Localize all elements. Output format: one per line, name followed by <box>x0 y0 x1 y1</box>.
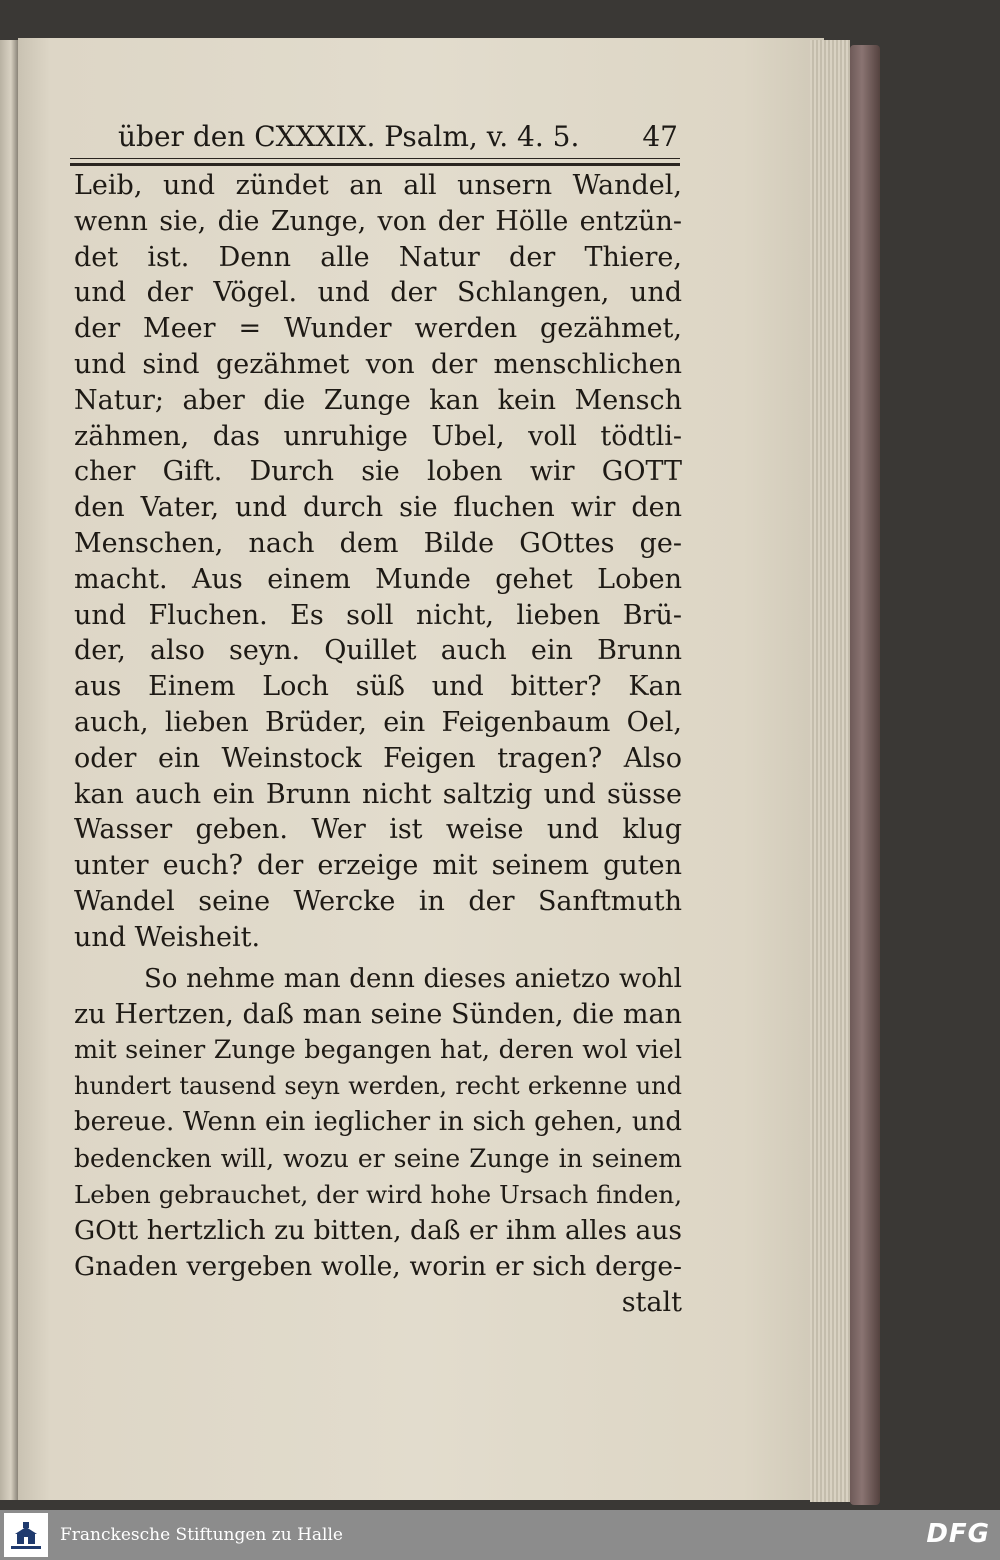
text-line: bereue. Wenn ein ieglicher in sich gehen, und <box>74 1107 682 1138</box>
institution-name: Franckesche Stiftungen zu Halle <box>60 1525 343 1545</box>
text-line: wenn sie, die Zunge, von der Hölle entzün- <box>74 205 682 237</box>
text-line: Natur; aber die Zunge kan kein Mensch <box>74 384 682 416</box>
text-line: kan auch ein Brunn nicht saltzig und süsse <box>74 778 682 810</box>
text-line: Wandel seine Wercke in der Sanftmuth <box>74 885 682 917</box>
text-line: aus Einem Loch süß und bitter? Kan <box>74 671 682 703</box>
text-line: Wasser geben. Wer ist weise und klug <box>74 814 682 846</box>
text-line: Gnaden vergeben wolle, worin er sich derge- <box>74 1250 682 1282</box>
franckesche-stiftungen-logo <box>4 1513 48 1557</box>
paragraph-1 <box>74 168 682 956</box>
text-line: und Fluchen. Es soll nicht, lieben Brü- <box>74 599 682 631</box>
text-line: der, also seyn. Quillet auch ein Brunn <box>74 635 682 667</box>
text-line: Leben gebrauchet, der wird hohe Ursach finden, <box>74 1179 682 1209</box>
footer-bar <box>0 1510 1000 1560</box>
text-line: Menschen, nach dem Bilde GOttes ge- <box>74 527 682 559</box>
text-line: den Vater, und durch sie fluchen wir den <box>74 492 682 524</box>
orphanage-building-icon <box>9 1520 43 1550</box>
page-number: 47 <box>642 120 678 153</box>
page-body <box>74 168 682 1320</box>
text-line: mit seiner Zunge begangen hat, deren wol viel <box>74 1035 682 1066</box>
text-line: bedencken will, wozu er seine Zunge in seinem <box>74 1143 682 1173</box>
catchword: stalt <box>621 1286 682 1318</box>
text-line: und Weisheit. <box>74 921 261 953</box>
paragraph-2 <box>74 962 682 1321</box>
text-line: und sind gezähmet von der menschlichen <box>74 348 682 380</box>
text-line: oder ein Weinstock Feigen tragen? Also <box>74 742 682 774</box>
text-line: unter euch? der erzeige mit seinem guten <box>74 850 682 882</box>
text-line: hundert tausend seyn werden, recht erkenne und <box>74 1072 682 1101</box>
book-cover-edge <box>850 45 880 1505</box>
text-line: und der Vögel. und der Schlangen, und <box>74 277 682 309</box>
text-line: det ist. Denn alle Natur der Thiere, <box>74 241 682 273</box>
running-title: über den CXXXIX. Psalm, v. 4. 5. <box>118 120 580 153</box>
running-header <box>118 120 678 160</box>
page-edges <box>810 40 850 1502</box>
text-line: macht. Aus einem Munde gehet Loben <box>74 563 682 595</box>
text-line: zu Hertzen, daß man seine Sünden, die man <box>74 999 682 1031</box>
text-line: der Meer = Wunder werden gezähmet, <box>74 313 682 345</box>
dfg-logo: DFG <box>926 1519 990 1549</box>
header-rule <box>70 163 680 166</box>
text-line: zähmen, das unruhige Ubel, voll tödtli- <box>74 420 682 452</box>
text-line: GOtt hertzlich zu bitten, daß er ihm alles aus <box>74 1214 682 1246</box>
text-line: Leib, und zündet an all unsern Wandel, <box>74 170 682 201</box>
text-line: So nehme man denn dieses anietzo wohl <box>144 963 682 994</box>
facing-page-edge <box>0 40 18 1500</box>
text-line: cher Gift. Durch sie loben wir GOTT <box>74 456 682 488</box>
text-line: auch, lieben Brüder, ein Feigenbaum Oel, <box>74 706 682 738</box>
